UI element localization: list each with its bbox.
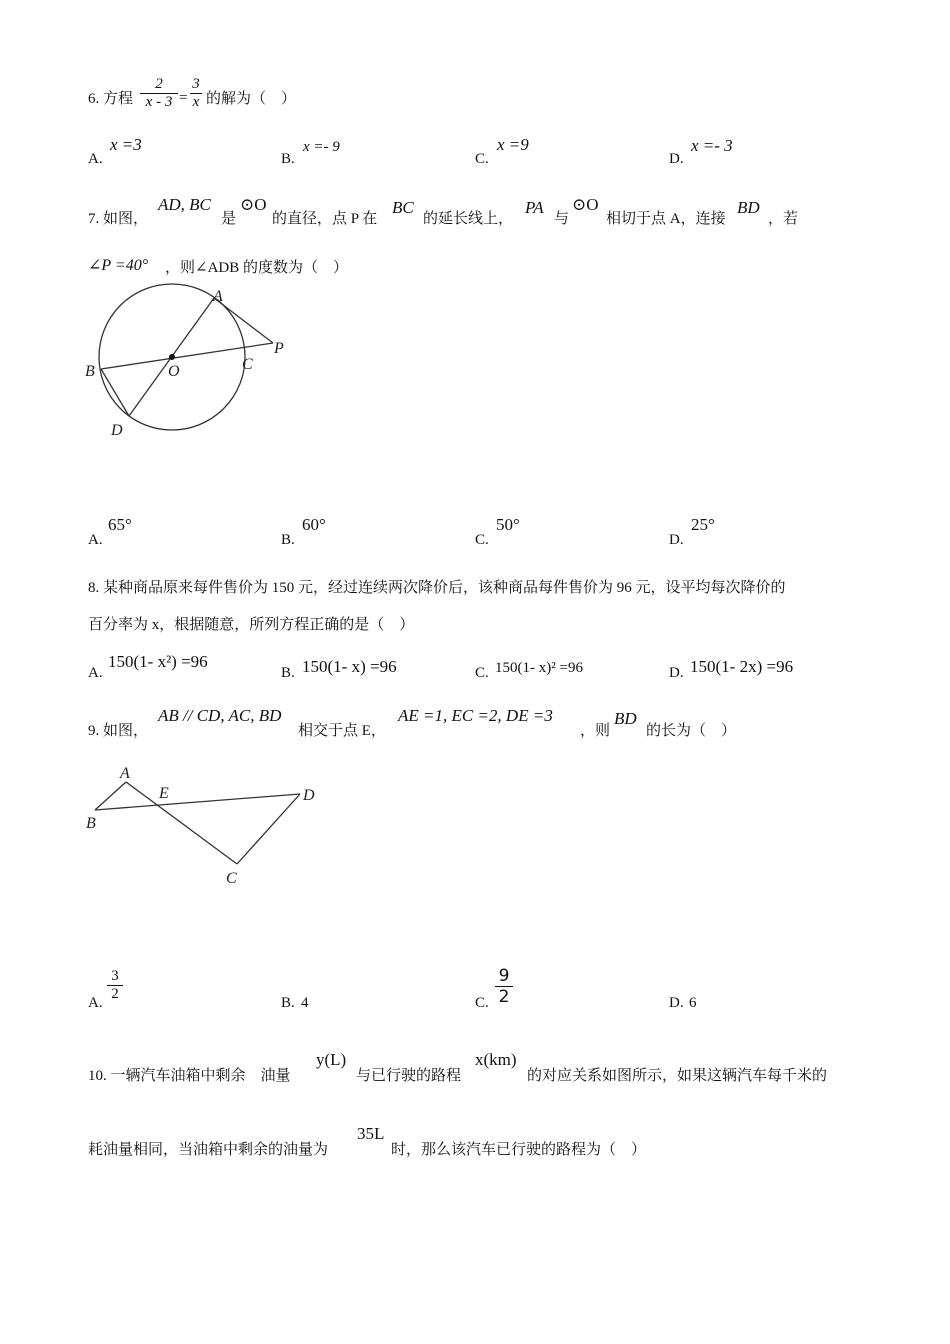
q8-option-d-label: D. [669,665,684,681]
q7-option-d: 25° [691,515,715,534]
q10-text-3: 的对应关系如图所示，如果这辆汽车每千米的 [527,1068,828,1084]
q8-option-d: 150(1- 2x) =96 [690,657,794,676]
q10-math-x: x(km) [475,1050,517,1069]
q7-text-4: 的延长线上， [423,211,514,227]
q9-text-3: ，则 [580,723,611,739]
q7-tangent-pa [214,298,273,343]
q7-circle-o-2: ⊙O [572,195,599,214]
q10-text-4: 耗油量相同，当油箱中剩余的油量为 [88,1142,329,1158]
q6-den2: x [190,93,202,111]
q9-label-a: A [120,765,130,782]
q9-option-c-fraction [495,966,513,1007]
q7-text-5: 与 [554,211,570,227]
q7-math-ad-bc: AD, BC [158,195,211,214]
q9-option-c-label: C. [475,995,489,1011]
q9-triangle-figure [80,760,330,890]
q7-math-pa: PA [525,198,544,217]
q9-segment-bd [95,794,300,810]
q6-suffix: 的解为（ ） [206,91,297,107]
q7-option-a-label: A. [88,532,103,548]
q10-text-5: 时，那么该汽车已行驶的路程为（ ） [391,1142,647,1158]
q9-label-b: B [86,815,96,832]
q9-option-a-num: 3 [111,968,119,984]
q7-option-c: 50° [496,515,520,534]
q9-option-a-fraction [107,968,123,1003]
q6-eq: = [179,90,188,106]
q8-line-2: 百分率为 x，根据随意，所列方程正确的是（ ） [88,617,415,633]
q9-text-4: 的长为（ ） [646,723,737,739]
q9-segment-cd [237,794,300,864]
q7-math-bc: BC [392,198,414,217]
q7-label-p: P [274,340,284,357]
q7-option-b: 60° [302,515,326,534]
q6-option-d-label: D. [669,151,684,167]
q7-math-bd: BD [737,198,760,217]
q7-label-c: C [242,356,253,373]
q8-option-a-label: A. [88,665,103,681]
q9-math-bd: BD [614,709,637,728]
q9-option-b: 4 [301,995,309,1011]
q7-text-6: 相切于点 A，连接 [606,211,726,227]
q8-option-b: 150(1- x) =96 [302,657,397,676]
q6-num1: 2 [155,76,163,92]
q6-option-c: x =9 [497,135,529,154]
q7-label-o: O [168,363,180,380]
q7-text-7: ，若 [768,211,799,227]
q7-text-3: 的直径，点 P 在 [272,211,378,227]
q9-math-parallel: AB // CD, AC, BD [158,706,282,725]
q7-option-a: 65° [108,515,132,534]
q6-den1: x - 3 [140,93,178,111]
q8-option-c-label: C. [475,665,489,681]
q7-angle-p: ∠P =40° [88,257,149,274]
q9-option-c-num: 9 [498,966,510,986]
q7-label-a: A [213,288,223,305]
q7-option-d-label: D. [669,532,684,548]
q9-label-e: E [159,785,169,802]
q9-option-d: 6 [689,995,697,1011]
q8-option-b-label: B. [281,665,295,681]
q7-label-b: B [85,363,95,380]
q9-math-lengths: AE =1, EC =2, DE =3 [398,706,553,725]
q7-circle-figure [80,283,310,443]
q6-fraction-left [140,76,178,111]
q7-text-2: 是 [221,211,237,227]
q6-option-a: x =3 [110,135,142,154]
q9-option-c-den: 2 [495,986,513,1007]
q7-option-b-label: B. [281,532,295,548]
q9-option-a-den: 2 [107,985,123,1003]
q6-option-c-label: C. [475,151,489,167]
q9-text-2: 相交于点 E， [298,723,386,739]
q9-segment-ab [95,782,126,810]
q7-label-d: D [111,422,123,439]
q7-segment-bd [101,369,129,416]
q10-text-1: 10. 一辆汽车油箱中剩余 油量 [88,1068,291,1084]
q10-text-2: 与已行驶的路程 [356,1068,462,1084]
q10-math-y: y(L) [316,1050,347,1069]
q7-center-dot [169,354,175,360]
q9-label-d: D [303,787,315,804]
q7-text-1: 7. 如图， [88,211,149,227]
q6-option-a-label: A. [88,151,103,167]
q6-prefix: 6. 方程 [88,91,134,107]
q7-option-c-label: C. [475,532,489,548]
q9-option-b-label: B. [281,995,295,1011]
q6-option-b: x =- 9 [303,139,340,155]
q8-option-a: 150(1- x²) =96 [108,652,208,671]
q6-option-d: x =- 3 [691,136,733,155]
q9-segment-ac [126,782,237,864]
q9-label-c: C [226,870,237,887]
q9-option-d-label: D. [669,995,684,1011]
q6-option-b-label: B. [281,151,295,167]
q9-option-a-label: A. [88,995,103,1011]
q6-num2: 3 [192,76,200,92]
q9-text-1: 9. 如图， [88,723,149,739]
q7-circle-o-1: ⊙O [240,195,267,214]
q7-question-text: ，则∠ADB 的度数为（ ） [165,260,348,276]
q10-math-35l: 35L [357,1124,385,1143]
q8-option-c: 150(1- x)² =96 [495,660,583,676]
q8-line-1: 8. 某种商品原来每件售价为 150 元，经过连续两次降价后，该种商品每件售价为 96 元，设平均每次降价的 [88,580,786,596]
q6-fraction-right [190,76,202,111]
